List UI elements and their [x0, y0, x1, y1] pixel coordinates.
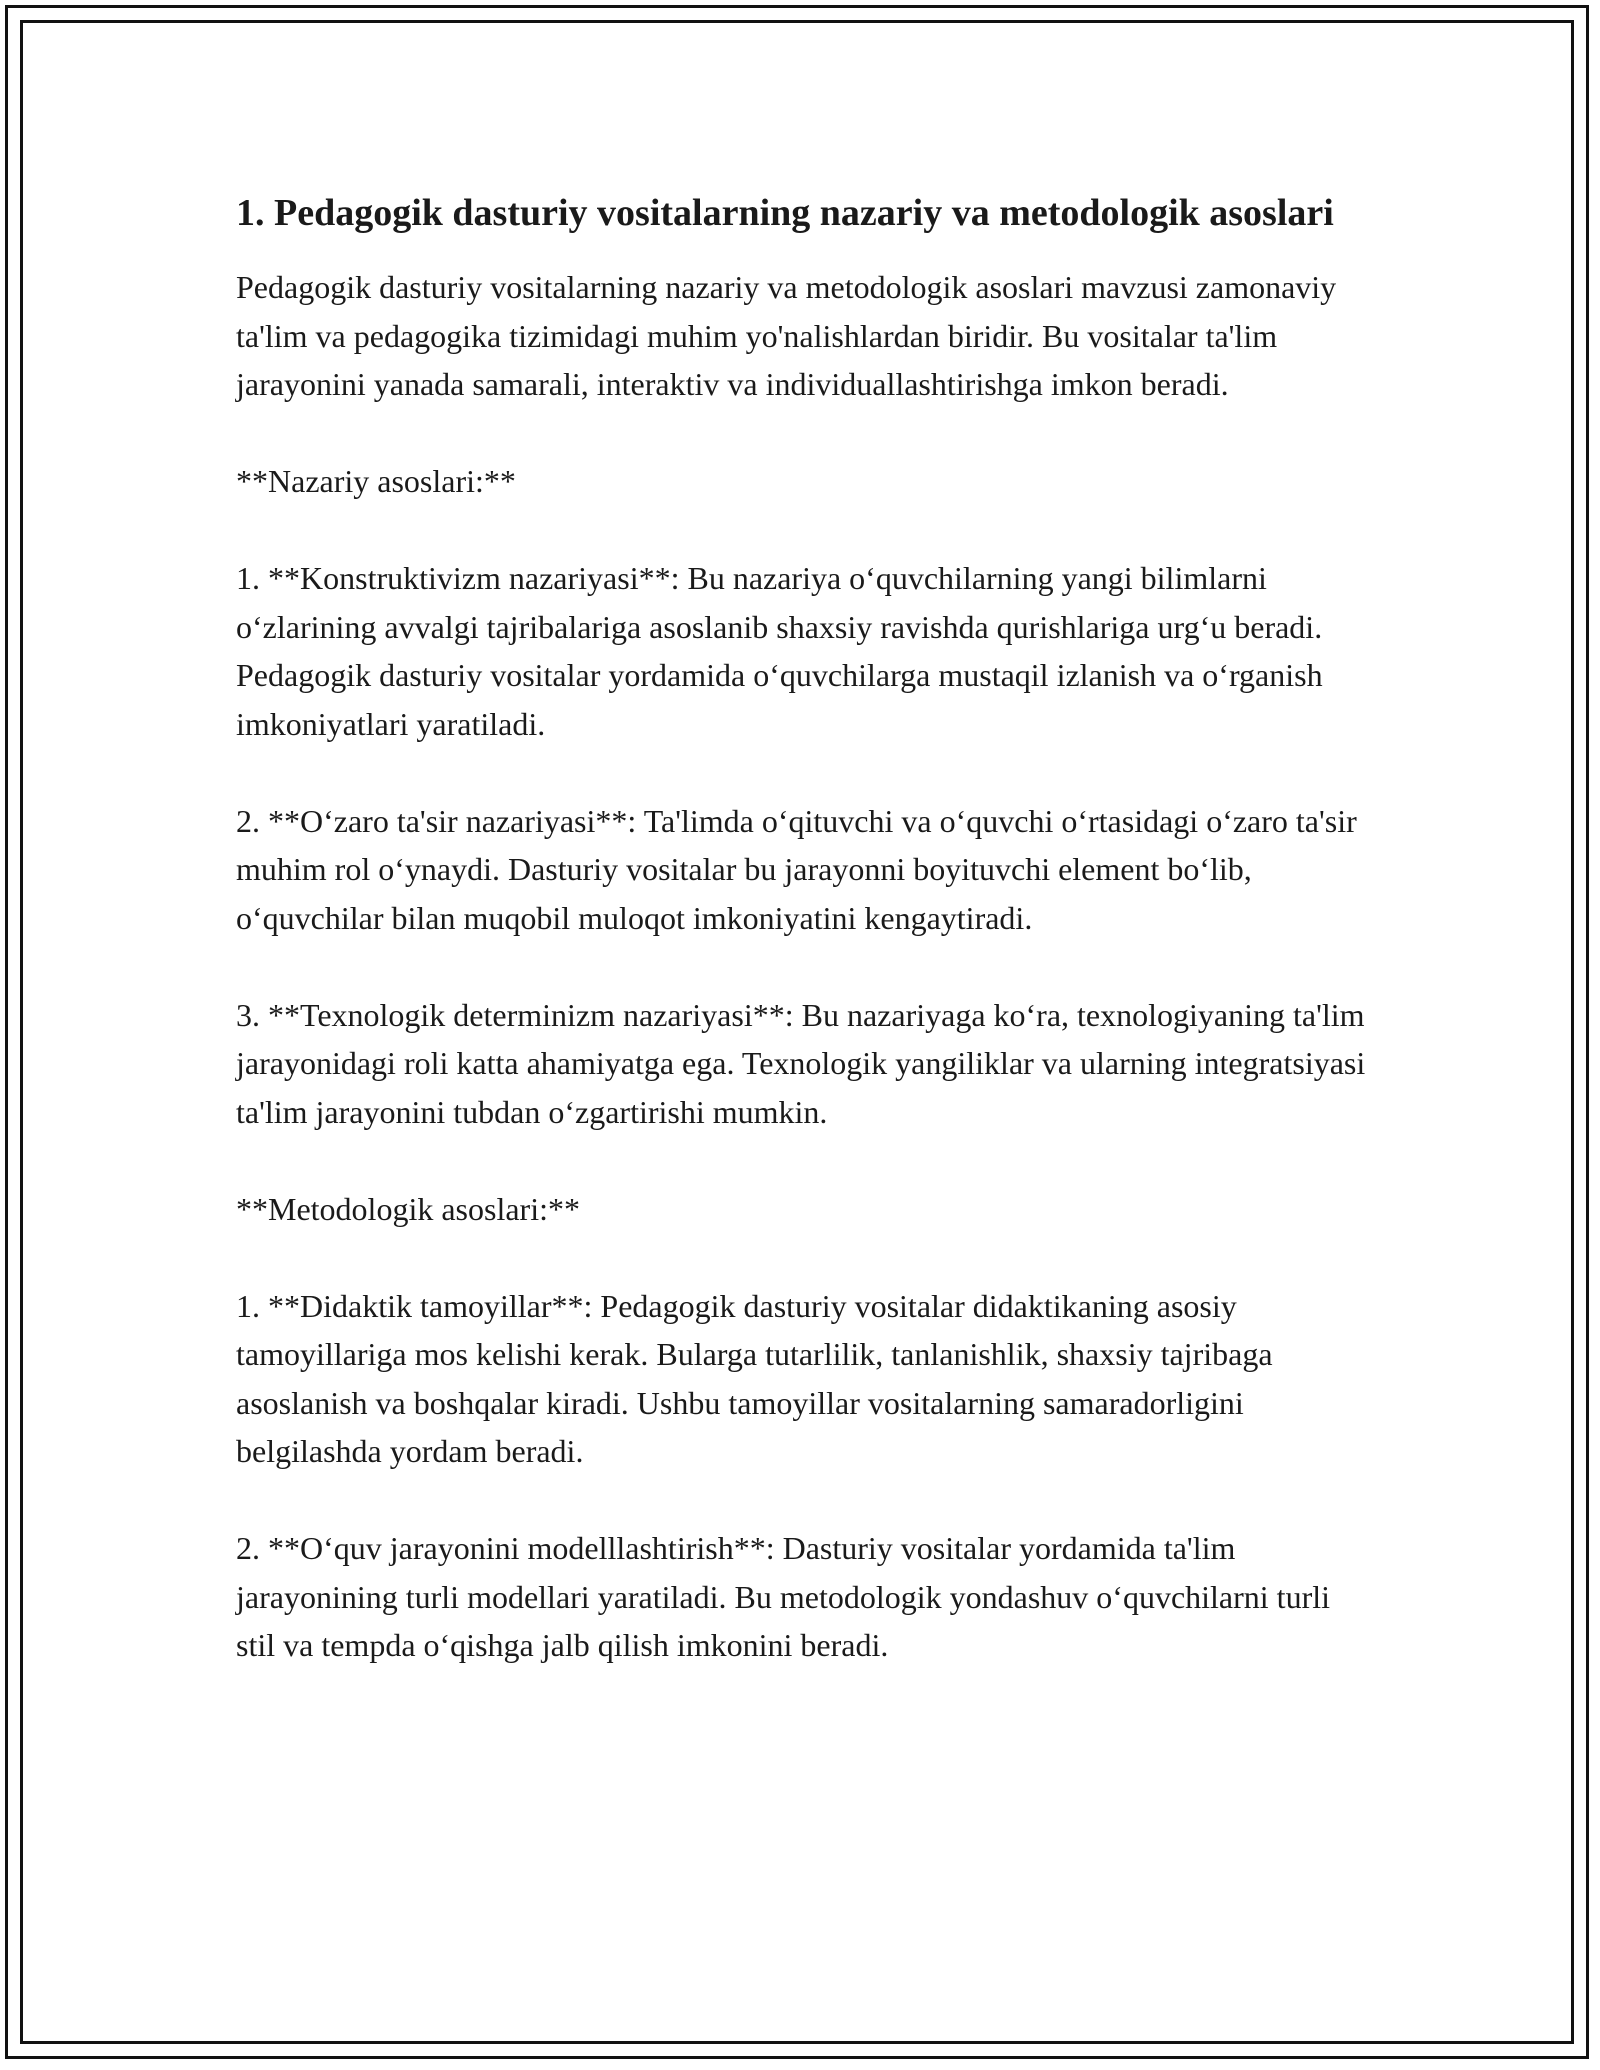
- theory-item-2: 2. **O‘zaro ta'sir nazariyasi**: Ta'limda o‘qituvchi va o‘quvchi o‘rtasidagi o‘zaro ta'sir muhim rol o‘ynaydi. Dasturiy vositalar bu jarayonni boyituvchi element bo‘lib, o‘quvchilar bilan muqobil muloqot imkoniyatini kengaytiradi.: [236, 802, 1357, 936]
- theory-heading: **Nazariy asoslari:**: [236, 463, 516, 499]
- methodology-item-2: 2. **O‘quv jarayonini modelllashtirish**: Dasturiy vositalar yordamida ta'lim jarayonining turli modellari yaratiladi. Bu metodologik yondashuv o‘quvchilarni turli stil va tempda o‘qishga jalb qilish imkonini beradi.: [236, 1530, 1330, 1663]
- document-title: 1. Pedagogik dasturiy vositalarning nazariy va metodologik asoslari: [236, 192, 1334, 234]
- methodology-item-1: 1. **Didaktik tamoyillar**: Pedagogik dasturiy vositalar didaktikaning asosiy tamoyillariga mos kelishi kerak. Bularga tutarlilik, tanlanishlik, shaxsiy tajribaga asoslanish va boshqalar kiradi. Ushbu tamoyillar vositalarning samaradorligini belgilashda yordam beradi.: [236, 1287, 1273, 1469]
- theory-item-3: 3. **Texnologik determinizm nazariyasi**: Bu nazariyaga ko‘ra, texnologiyaning ta'lim jarayonidagi roli katta ahamiyatga ega. Texnologik yangiliklar va ularning integratsiyasi ta'lim jarayonini tubdan o‘zgartirishi mumkin.: [236, 996, 1366, 1130]
- methodology-heading: **Metodologik asoslari:**: [236, 1190, 580, 1227]
- intro-paragraph: Pedagogik dasturiy vositalarning nazariy va metodologik asoslari mavzusi zamonaviy ta'lim va pedagogika tizimidagi muhim yo'nalishlardan biridir. Bu vositalar ta'lim jarayonini yanada samarali, interaktiv va individuallashtirishga imkon beradi.: [236, 269, 1337, 402]
- theory-item-1: 1. **Konstruktivizm nazariyasi**: Bu nazariya o‘quvchilarning yangi bilimlarni o‘zlarining avvalgi tajribalariga asoslanib shaxsiy ravishda qurishlariga urg‘u beradi. Pedagogik dasturiy vositalar yordamida o‘quvchilarga mustaqil izlanish va o‘rganish imkoniyatlari yaratiladi.: [236, 560, 1323, 742]
- document-body: [236, 186, 1366, 1718]
